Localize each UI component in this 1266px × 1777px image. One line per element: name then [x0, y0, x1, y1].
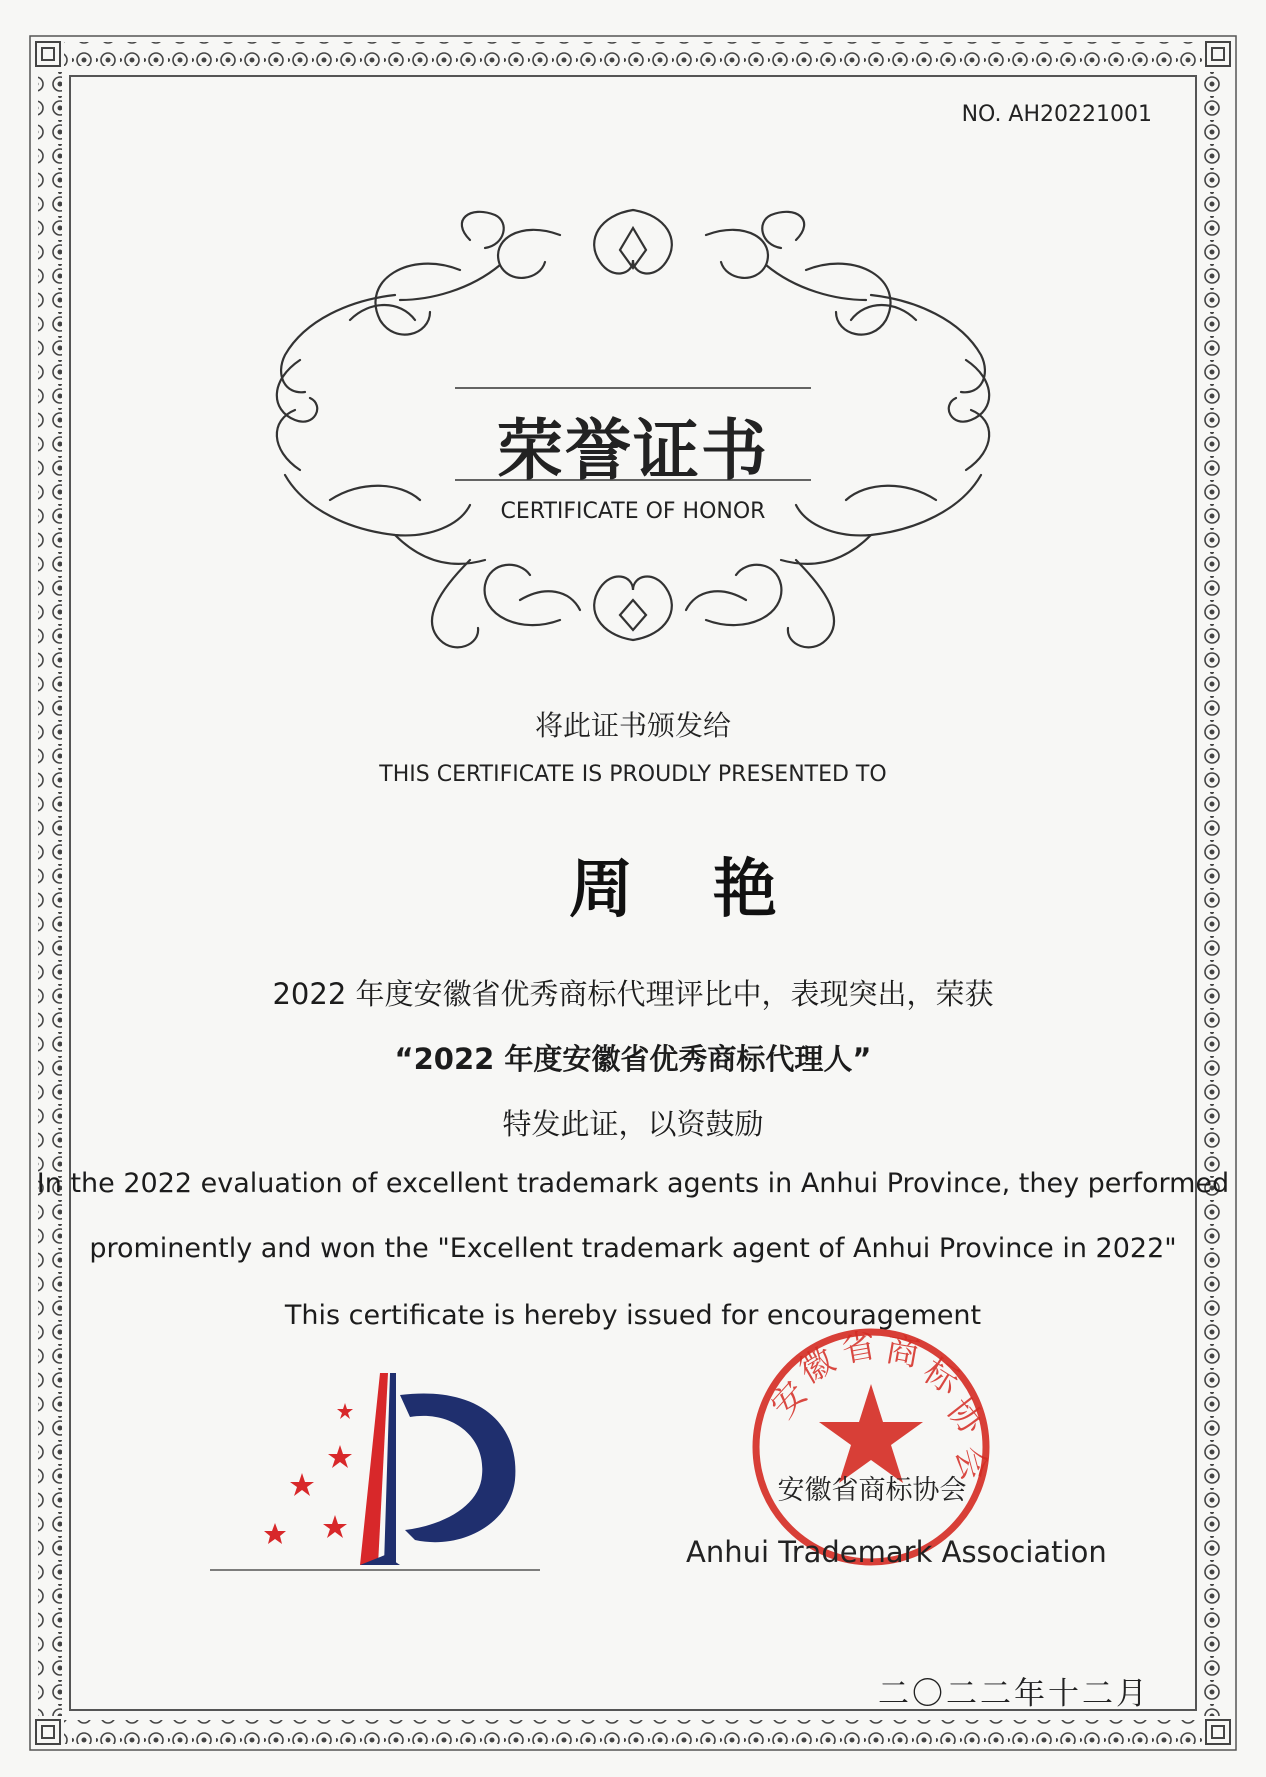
citation-chinese-line: 特发此证，以资鼓励	[502, 1107, 764, 1141]
award-title-chinese: “2022 年度安徽省优秀商标代理人”	[394, 1042, 872, 1076]
recipient-name: 周艳	[569, 852, 857, 927]
presented-to-english: THIS CERTIFICATE IS PROUDLY PRESENTED TO	[379, 762, 887, 787]
citation-chinese-line: 2022 年度安徽省优秀商标代理评比中，表现突出，荣获	[272, 977, 994, 1011]
presented-to-chinese: 将此证书颁发给	[534, 709, 731, 742]
issue-date: 二〇二二年十二月	[878, 1676, 1150, 1712]
svg-text:标: 标	[916, 1350, 967, 1403]
certificate-title-chinese: 荣誉证书	[497, 412, 769, 489]
svg-text:会: 会	[947, 1441, 995, 1486]
citation-english-line: This certificate is hereby issued for encouragement	[284, 1300, 982, 1331]
svg-text:省: 省	[838, 1325, 880, 1371]
svg-text:徽: 徽	[792, 1340, 842, 1392]
association-name-chinese: 安徽省商标协会	[777, 1475, 967, 1506]
svg-text:协: 协	[938, 1390, 992, 1443]
svg-text:安: 安	[762, 1373, 816, 1427]
certificate-number: NO. AH20221001	[961, 102, 1152, 127]
citation-english-line: In the 2022 evaluation of excellent trademark agents in Anhui Province, they performed	[36, 1168, 1230, 1199]
svg-text:商: 商	[882, 1329, 923, 1375]
trademark-logo-icon	[210, 1365, 540, 1575]
association-name-english: Anhui Trademark Association	[686, 1535, 1107, 1569]
citation-english-line: prominently and won the "Excellent trademark agent of Anhui Province in 2022"	[89, 1233, 1177, 1264]
certificate-title-english: CERTIFICATE OF HONOR	[500, 499, 766, 524]
